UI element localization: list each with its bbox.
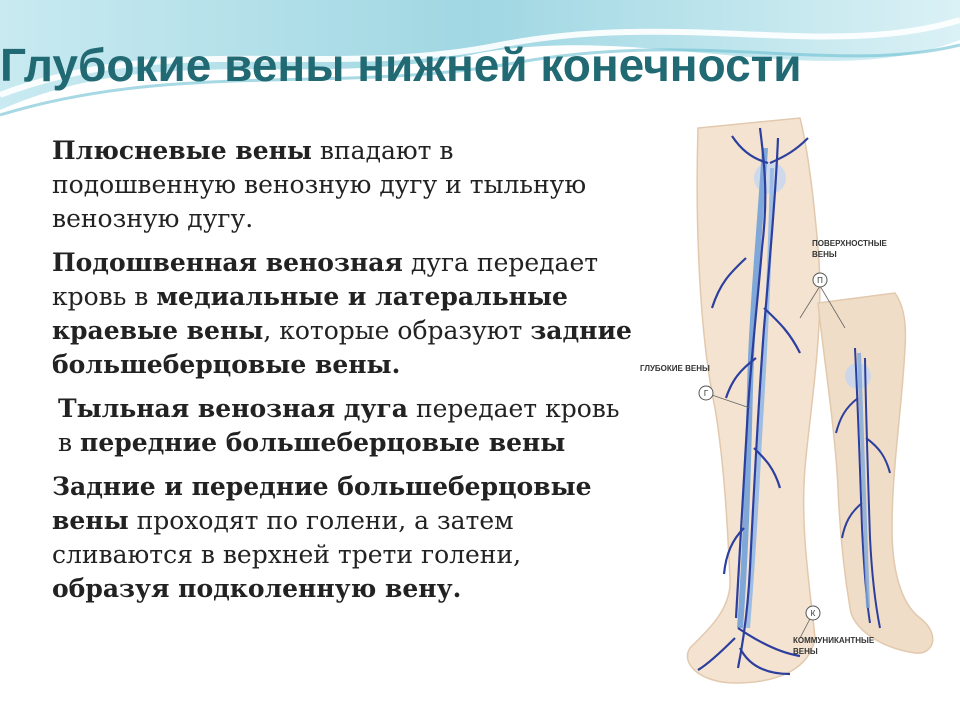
body-paragraph-3 <box>52 392 632 460</box>
paragraph-2-run-3: медиальные и латеральные краевые вены <box>52 282 568 345</box>
paragraph-4-run-2: проходят по голени, а затем сливаются в верхней трети голени, <box>52 506 522 569</box>
paragraph-3-run-1: Тыльная венозная дуга <box>58 394 408 423</box>
leg-veins-illustration <box>640 108 940 694</box>
svg-text:П: П <box>817 276 823 285</box>
paragraph-3-run-3: передние большеберцовые вены <box>80 428 566 457</box>
paragraph-4-run-3: образуя подколенную вену. <box>52 574 462 603</box>
marker-g <box>699 386 713 400</box>
body-paragraph-2 <box>52 246 632 382</box>
slide-body <box>52 134 632 616</box>
label-superficial-veins: ПОВЕРХНОСТНЫЕ <box>812 239 887 248</box>
label-communicant-veins: КОММУНИКАНТНЫЕ <box>793 636 875 645</box>
slide-title: Глубокие вены нижней конечности <box>0 39 802 91</box>
body-paragraph-1 <box>52 134 632 236</box>
body-paragraph-4 <box>52 470 632 606</box>
marker-k <box>806 606 820 620</box>
paragraph-1-run-2: впадают в подошвенную венозную дугу и тыльную венозную дугу. <box>52 136 587 233</box>
label-superficial-veins-2: ВЕНЫ <box>812 250 837 259</box>
svg-text:К: К <box>810 609 816 618</box>
svg-text:Г: Г <box>703 389 709 398</box>
paragraph-2-run-1: Подошвенная венозная <box>52 248 403 277</box>
paragraph-2-run-2: дуга передает кровь в <box>52 248 599 311</box>
paragraph-3-run-2: передает кровь в <box>58 394 620 457</box>
paragraph-1-run-1: Плюсневые вены <box>52 136 312 165</box>
label-deep-veins: ГЛУБОКИЕ ВЕНЫ <box>640 364 710 373</box>
paragraph-4-run-1: Задние и передние большеберцовые вены <box>52 472 592 535</box>
marker-p <box>813 273 827 287</box>
label-communicant-veins-2: ВЕНЫ <box>793 647 818 656</box>
paragraph-2-run-4: , которые образуют <box>263 316 531 345</box>
paragraph-2-run-5: задние большеберцовые вены. <box>52 316 632 379</box>
